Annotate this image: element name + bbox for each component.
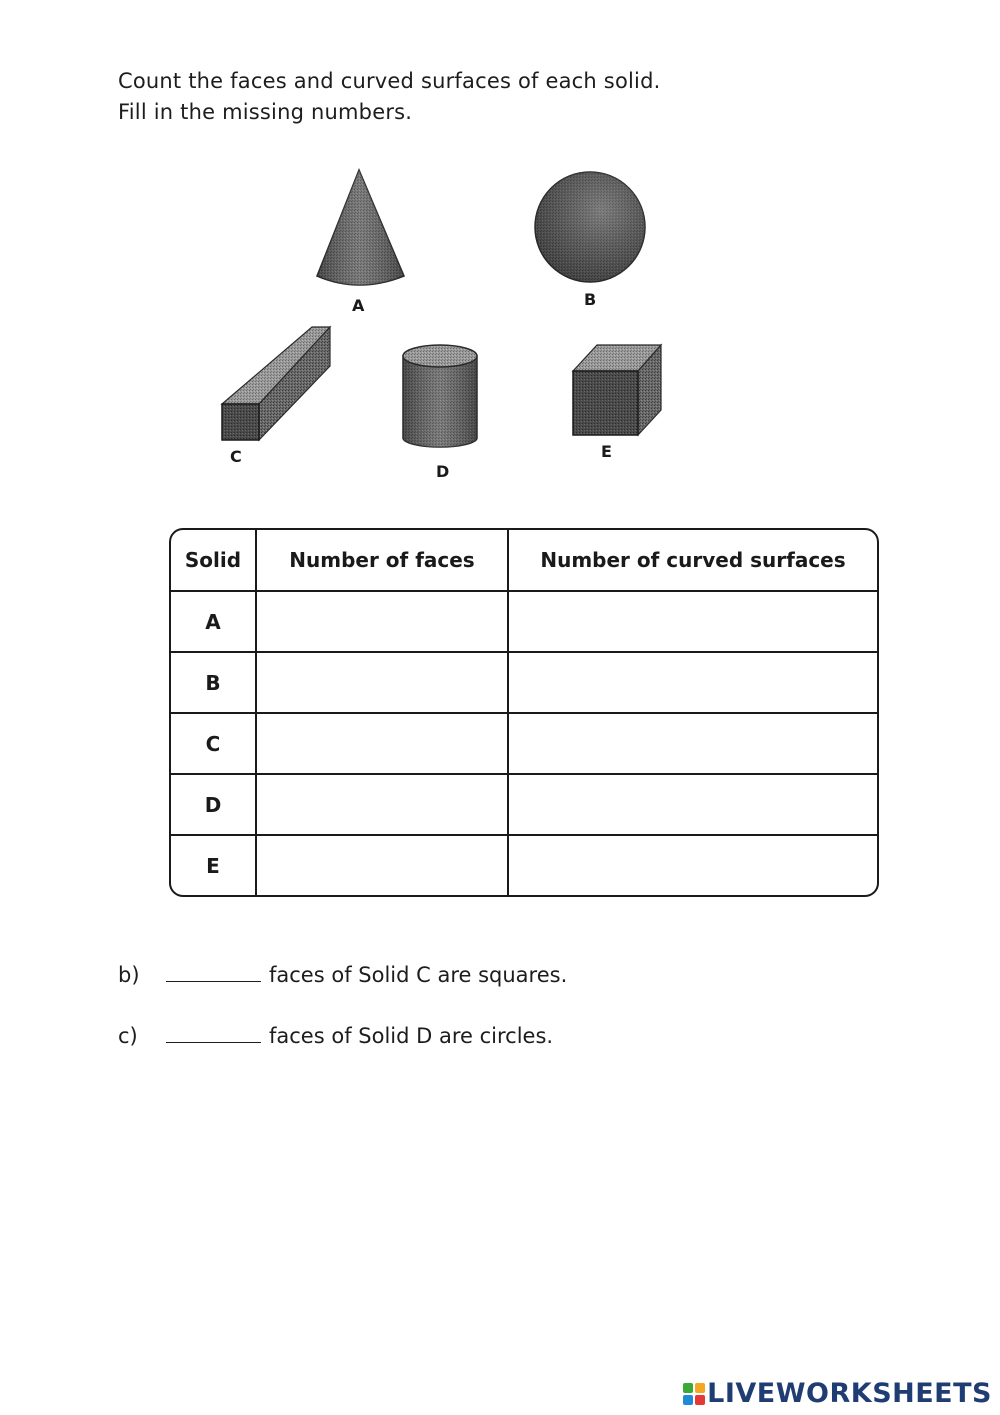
row-solid-label: A: [171, 592, 257, 653]
cube-shape: [573, 345, 661, 461]
curved-answer-cell[interactable]: [509, 653, 877, 714]
cuboid-label: C: [230, 447, 242, 466]
row-solid-label: D: [171, 775, 257, 836]
watermark-text: LIVEWORKSHEETS: [707, 1378, 992, 1409]
question-b-letter: b): [118, 963, 140, 987]
faces-answer-cell[interactable]: [257, 714, 509, 775]
solids-illustration: [0, 0, 1000, 500]
faces-answer-cell[interactable]: [257, 836, 509, 895]
question-c-letter: c): [118, 1024, 138, 1048]
instruction-line-1: Count the faces and curved surfaces of each solid.: [118, 69, 661, 93]
question-c-answer-blank[interactable]: [166, 1024, 261, 1043]
cuboid-shape: [222, 327, 330, 466]
table-header-row: [171, 530, 877, 592]
table-row: [171, 592, 877, 653]
cone-shape: [317, 170, 404, 315]
question-b: [118, 963, 567, 987]
curved-answer-cell[interactable]: [509, 836, 877, 895]
table-row: [171, 653, 877, 714]
logo-square-blue: [683, 1395, 693, 1405]
solids-table: [169, 528, 879, 897]
cube-label: E: [601, 442, 612, 461]
row-solid-label: C: [171, 714, 257, 775]
faces-answer-cell[interactable]: [257, 592, 509, 653]
header-solid: Solid: [171, 530, 257, 592]
row-solid-label: E: [171, 836, 257, 895]
curved-answer-cell[interactable]: [509, 714, 877, 775]
logo-square-red: [695, 1395, 705, 1405]
question-b-answer-blank[interactable]: [166, 963, 261, 982]
cylinder-label: D: [436, 462, 450, 481]
liveworksheets-watermark: [683, 1378, 992, 1409]
sphere-label: B: [584, 290, 597, 309]
sphere-shape: [535, 172, 645, 309]
curved-answer-cell[interactable]: [509, 775, 877, 836]
question-c: [118, 1024, 553, 1048]
table-row: [171, 714, 877, 775]
cone-label: A: [352, 296, 365, 315]
instruction-line-2: Fill in the missing numbers.: [118, 100, 413, 124]
cylinder-shape: [403, 345, 477, 481]
curved-answer-cell[interactable]: [509, 592, 877, 653]
faces-answer-cell[interactable]: [257, 775, 509, 836]
logo-square-orange: [695, 1383, 705, 1393]
table-row: [171, 836, 877, 895]
faces-answer-cell[interactable]: [257, 653, 509, 714]
question-c-text: faces of Solid D are circles.: [269, 1024, 554, 1048]
header-faces: Number of faces: [257, 530, 509, 592]
row-solid-label: B: [171, 653, 257, 714]
question-b-text: faces of Solid C are squares.: [269, 963, 568, 987]
header-curved-surfaces: Number of curved surfaces: [509, 530, 877, 592]
table-row: [171, 775, 877, 836]
liveworksheets-logo-icon: [683, 1383, 705, 1405]
logo-square-green: [683, 1383, 693, 1393]
